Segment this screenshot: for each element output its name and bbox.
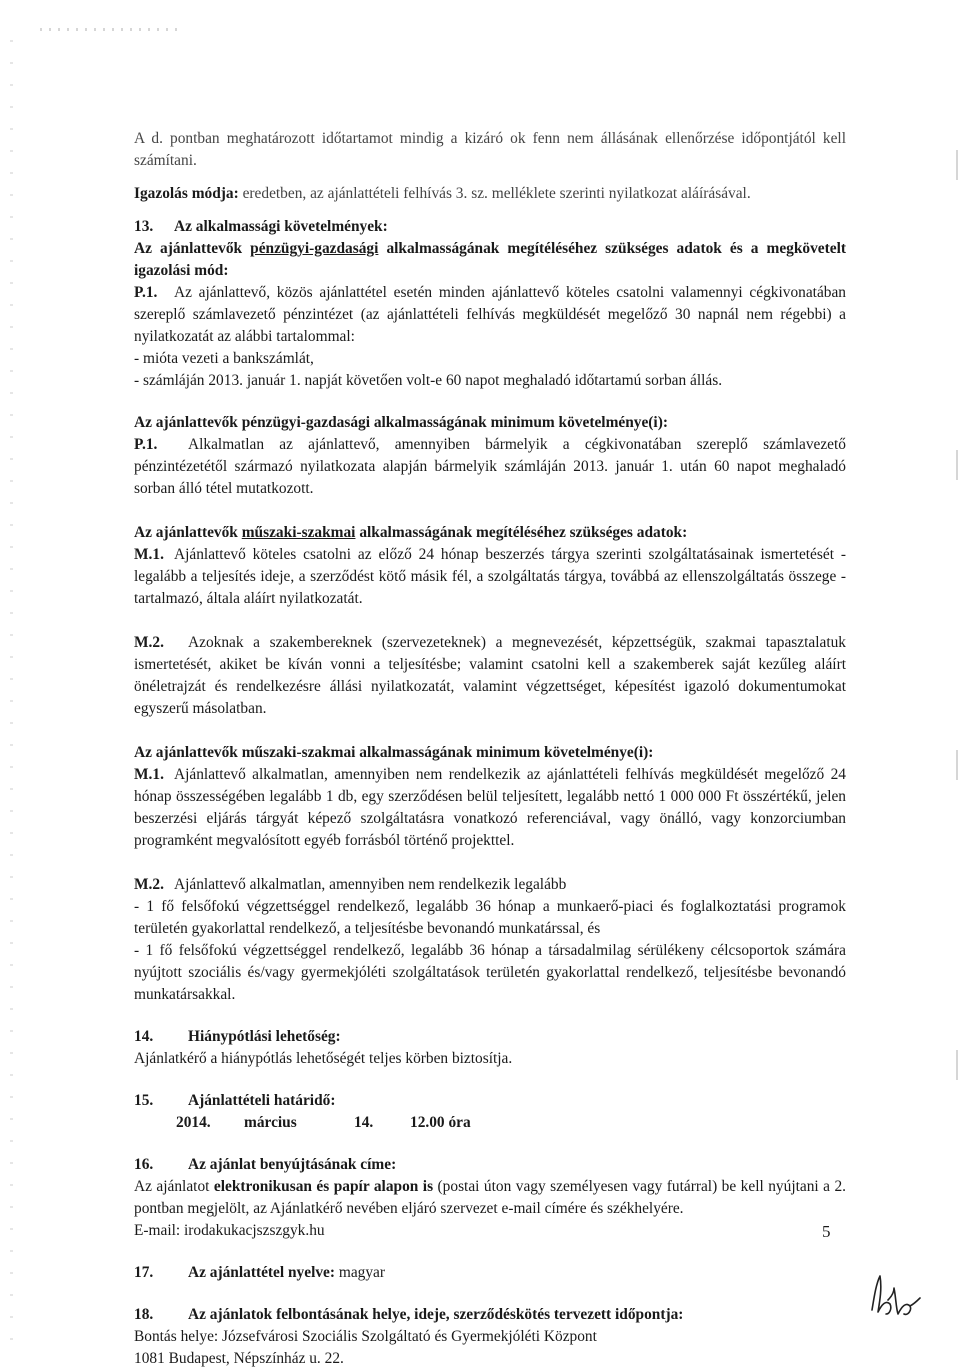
min-m2-list-item: - 1 fő felsőfokú végzettséggel rendelkező, legalább 36 hónap a társadalmilag sérülékeny célcsoportok számára nyújtott szociális és/vagy gyermekjóléti szolgáltatások területén gyakorlattal rendelkező, teljesítésbe bevonandó munkatársakkal. <box>134 942 846 1003</box>
igazolas-text: eredetben, az ajánlattételi felhívás 3. sz. melléklete szerinti nyilatkozat aláírásával. <box>238 185 751 202</box>
section-14-text: Ajánlatkérő a hiánypótlás lehetőségét teljes körben biztosítja. <box>134 1050 513 1067</box>
m1-paragraph <box>134 544 846 610</box>
min-m2-label: M.2. <box>134 876 164 893</box>
deadline-time: 12.00 óra <box>410 1114 471 1131</box>
section-15-heading <box>134 1090 846 1112</box>
section-18-heading <box>134 1304 846 1326</box>
min-technical-title: Az ajánlattevők műszaki-szakmai alkalmasságának minimum követelménye(i): <box>134 744 654 761</box>
m2-paragraph <box>134 632 846 720</box>
technical-heading <box>134 522 846 544</box>
p1-list-item: - számláján 2013. január 1. napját követően volt-e 60 napot meghaladó időtartamú sorban állás. <box>134 372 723 389</box>
section-17-number: 17. <box>134 1264 154 1281</box>
subheading-pre: Az ajánlattevők <box>134 240 251 257</box>
section-13-title: Az alkalmassági követelmények: <box>174 218 388 235</box>
p1-text: Az ajánlattevő, közös ajánlattétel esetén minden ajánlattevő köteles csatolni valamennyi cégkivonatában szereplő számlavezető pénzintézet (az ajánlattételi felhívás megküldését megelőző 30 napnál nem régebbi) a nyilatkozatát az alábbi tartalommal: <box>134 284 846 345</box>
m1-label: M.1. <box>134 546 164 563</box>
section-18-line-2: 1081 Budapest, Népszínház u. 22. <box>134 1350 344 1367</box>
technical-underlined: műszaki-szakmai <box>241 524 356 541</box>
m1-text: Ajánlattevő köteles csatolni az előző 24 hónap beszerzés tárgya szerinti szolgáltatásainak ismertetését - legalább a teljesítés ideje, a szerződést kötő másik fél, a szolgáltatás tárgya, továbbá az ellenszolgáltatás összege - tartalmazó, általa aláírt nyilatkozatát. <box>134 546 846 607</box>
min-m2-list-item: - 1 fő felsőfokú végzettséggel rendelkező, legalább 36 hónap a munkaerő-piaci és foglalkoztatási programok területén gyakorlattal rendelkező, a teljesítésbe bevonandó munkatárssal, és <box>134 898 846 937</box>
p1-list-item: - mióta vezeti a bankszámlát, <box>134 350 314 367</box>
section-18-number: 18. <box>134 1306 154 1323</box>
scan-artifact-right <box>956 150 958 1150</box>
section-16-text-3: (postai úton vagy személyesen vagy futárral) be kell nyújtani a 2. pontban megjelölt, az Ajánlatkérő nevében eljáró szervezet e-mail címére és székhelyére. <box>134 1178 846 1217</box>
section-16-email: E-mail: irodakukacjszszgyk.hu <box>134 1222 325 1239</box>
technical-pre: Az ajánlattevők <box>134 524 242 541</box>
m2-label: M.2. <box>134 634 164 651</box>
section-18-line-1: Bontás helye: Józsefvárosi Szociális Szolgáltató és Gyermekjóléti Központ <box>134 1328 597 1345</box>
page-number: 5 <box>822 1222 831 1241</box>
min-m1-paragraph <box>134 764 846 852</box>
section-17-title: Az ajánlattétel nyelve: <box>188 1264 336 1281</box>
section-13-heading <box>134 216 846 238</box>
p1-label: P.1. <box>134 284 158 301</box>
deadline-line <box>134 1112 846 1134</box>
subheading-underlined: pénzügyi-gazdasági <box>250 240 379 257</box>
m2-text: Azoknak a szakembereknek (szervezeteknek) a megnevezését, képzettségük, szakmai tapasztalatuk ismertetését, akiket be kíván vonni a teljesítésbe; valamint csatolni kell a szakemberek saját kezűleg aláírt önéletrajzát és rendelkezésre állási nyilatkozatát, valamint végzettséget, képesítést igazoló dokumentumokat egyszerű másolatban. <box>134 634 846 717</box>
section-14-number: 14. <box>134 1028 154 1045</box>
technical-post: alkalmasságának megítéléséhez szükséges adatok: <box>355 524 688 541</box>
min-p1-label: P.1. <box>134 436 158 453</box>
min-p1-paragraph <box>134 434 846 500</box>
section-13-subheading <box>134 238 846 282</box>
section-16-text-1: Az ajánlatot <box>134 1178 214 1195</box>
section-16-number: 16. <box>134 1156 154 1173</box>
section-15-title: Ajánlattételi határidő: <box>188 1092 336 1109</box>
section-16-text <box>134 1176 846 1220</box>
intro-paragraph: A d. pontban meghatározott időtartamot mindig a kizáró ok fenn nem állásának ellenőrzése időpontjától kell számítani. <box>134 130 846 169</box>
min-p1-text: Alkalmatlan az ajánlattevő, amennyiben bármelyik a cégkivonatában szereplő számlavezető pénzintézetétől származó nyilatkozata alapján bármelyik számláján 2013. január 1. után 60 napot meghaladó sorban álló tétel mutatkozott. <box>134 436 846 497</box>
min-m2-paragraph <box>134 874 846 896</box>
section-15-number: 15. <box>134 1092 154 1109</box>
min-m1-label: M.1. <box>134 766 164 783</box>
min-m1-text: Ajánlattevő alkalmatlan, amennyiben nem rendelkezik az ajánlattételi felhívás megküldését megelőző 24 hónap összességében legalább 1 db, egy szerződésen belül teljesített, legalább nettó 1 000 000 Ft összértékű, jelen beszerzési eljárás tárgyát képező szolgáltatásra vonatkozó referenciával, vagy önálló, vagy konzorciumban programként megvalósított egyéb forrásból történő projekttel. <box>134 766 846 849</box>
min-m2-text: Ajánlattevő alkalmatlan, amennyiben nem rendelkezik legalább <box>174 876 567 893</box>
document-body <box>134 128 846 1370</box>
scan-artifact-left <box>10 40 13 1340</box>
section-16-text-bold: elektronikusan és papír alapon is <box>213 1178 434 1195</box>
section-13-number: 13. <box>134 218 154 235</box>
deadline-year: 2014. <box>176 1114 211 1131</box>
section-14-title: Hiánypótlási lehetőség: <box>188 1028 341 1045</box>
section-18-title: Az ajánlatok felbontásának helye, ideje, szerződéskötés tervezett időpontja: <box>188 1306 684 1323</box>
section-17-line <box>134 1262 846 1284</box>
igazolas-paragraph <box>134 183 846 205</box>
subheading-post: alkalmasságának megítéléséhez szükséges adatok és a megkövetelt igazolási mód: <box>134 240 846 279</box>
section-16-title: Az ajánlat benyújtásának címe: <box>188 1156 397 1173</box>
deadline-month: március <box>244 1114 297 1131</box>
section-16-heading <box>134 1154 846 1176</box>
scan-artifact-top <box>40 28 180 31</box>
section-17-value: magyar <box>335 1264 386 1281</box>
deadline-day: 14. <box>354 1114 374 1131</box>
p1-paragraph <box>134 282 846 348</box>
handwritten-initials-icon <box>866 1270 922 1320</box>
section-14-heading <box>134 1026 846 1048</box>
min-financial-title: Az ajánlattevők pénzügyi-gazdasági alkalmasságának minimum követelménye(i): <box>134 414 668 431</box>
igazolas-label: Igazolás módja: <box>134 185 239 202</box>
